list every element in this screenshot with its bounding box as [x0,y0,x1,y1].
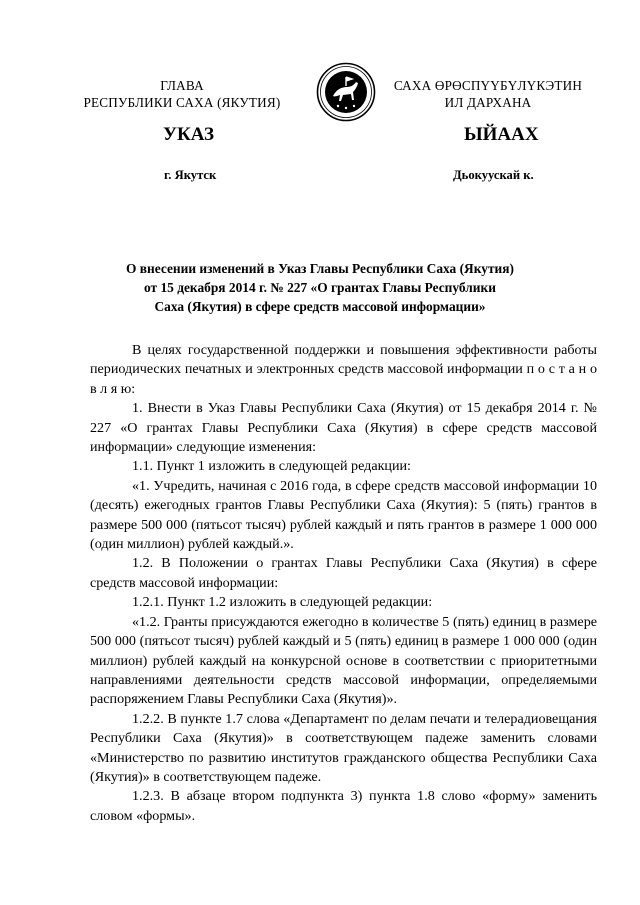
document-title [90,259,550,316]
doc-type-left: УКАЗ [163,124,214,145]
document-body [90,341,597,826]
body-paragraph: «1.2. Гранты присуждаются ежегодно в количестве 5 (пять) единиц в размере 500 000 (пятьсот тысяч) рублей каждый и 5 (пять) единиц в размере 1 000 000 (один миллион) рублей каждый на конкурсной основе в соответствии с приоритетными направлениями деятельности средств массовой информации, определяемыми распоряжением Главы Республики Саха (Якутия)». [90,613,597,708]
header-left-line1: ГЛАВА [160,78,204,93]
title-line1: О внесении изменений в Указ Главы Республики Саха (Якутия) [126,261,514,276]
body-paragraph: 1.1. Пункт 1 изложить в следующей редакции: [132,458,411,475]
header-right [372,77,604,111]
header-right-line2: ИЛ ДАРХАНА [444,95,532,110]
city-left: г. Якутск [164,168,217,182]
title-line2: от 15 декабря 2014 г. № 227 «О грантах Главы Республики [144,280,496,295]
republic-emblem-icon [316,62,376,122]
city-right: Дьокуускай к. [453,168,534,182]
body-paragraph: 1.2.1. Пункт 1.2 изложить в следующей редакции: [132,594,433,611]
title-line3: Саха (Якутия) в сфере средств массовой информации» [154,299,486,314]
body-paragraph: 1.2.3. В абзаце втором подпункта 3) пункта 1.8 слово «форму» заменить словом «формы». [90,788,597,824]
body-paragraph: «1. Учредить, начиная с 2016 года, в сфере средств массовой информации 10 (десять) ежегодных грантов Главы Республики Саха (Якутия): 5 (пять) грантов в размере 500 000 (пятьсот тысяч) рублей каждый и пять грантов в размере 1 000 000 (один миллион) рублей каждый.». [90,477,597,553]
body-paragraph: 1. Внести в Указ Главы Республики Саха (Якутия) от 15 декабря 2014 г. № 227 «О грантах Главы Республики Саха (Якутия) в сфере средств массовой информации» следующие изменения: [90,400,597,456]
body-paragraph: 1.2. В Положении о грантах Главы Республики Саха (Якутия) в сфере средств массовой информации: [90,555,597,591]
header-left-line2: РЕСПУБЛИКИ САХА (ЯКУТИЯ) [83,95,281,110]
body-paragraph: 1.2.2. В пункте 1.7 слова «Департамент по делам печати и телерадиовещания Республики Саха (Якутия)» в соответствующем падеже заменить словами «Министерство по развитию институтов гражданского общества Республики Саха (Якутия)» в соответствующем падеже. [90,710,597,785]
doc-type-right: ЫЙААХ [464,124,539,145]
header-left [74,77,290,111]
header-right-line1: САХА ӨРӨСПҮҮБҮЛҮКЭТИН [393,78,583,93]
body-paragraph: В целях государственной поддержки и повышения эффективности работы периодических печатных и электронных средств массовой информации п о с т а н о в л я ю: [90,342,597,397]
